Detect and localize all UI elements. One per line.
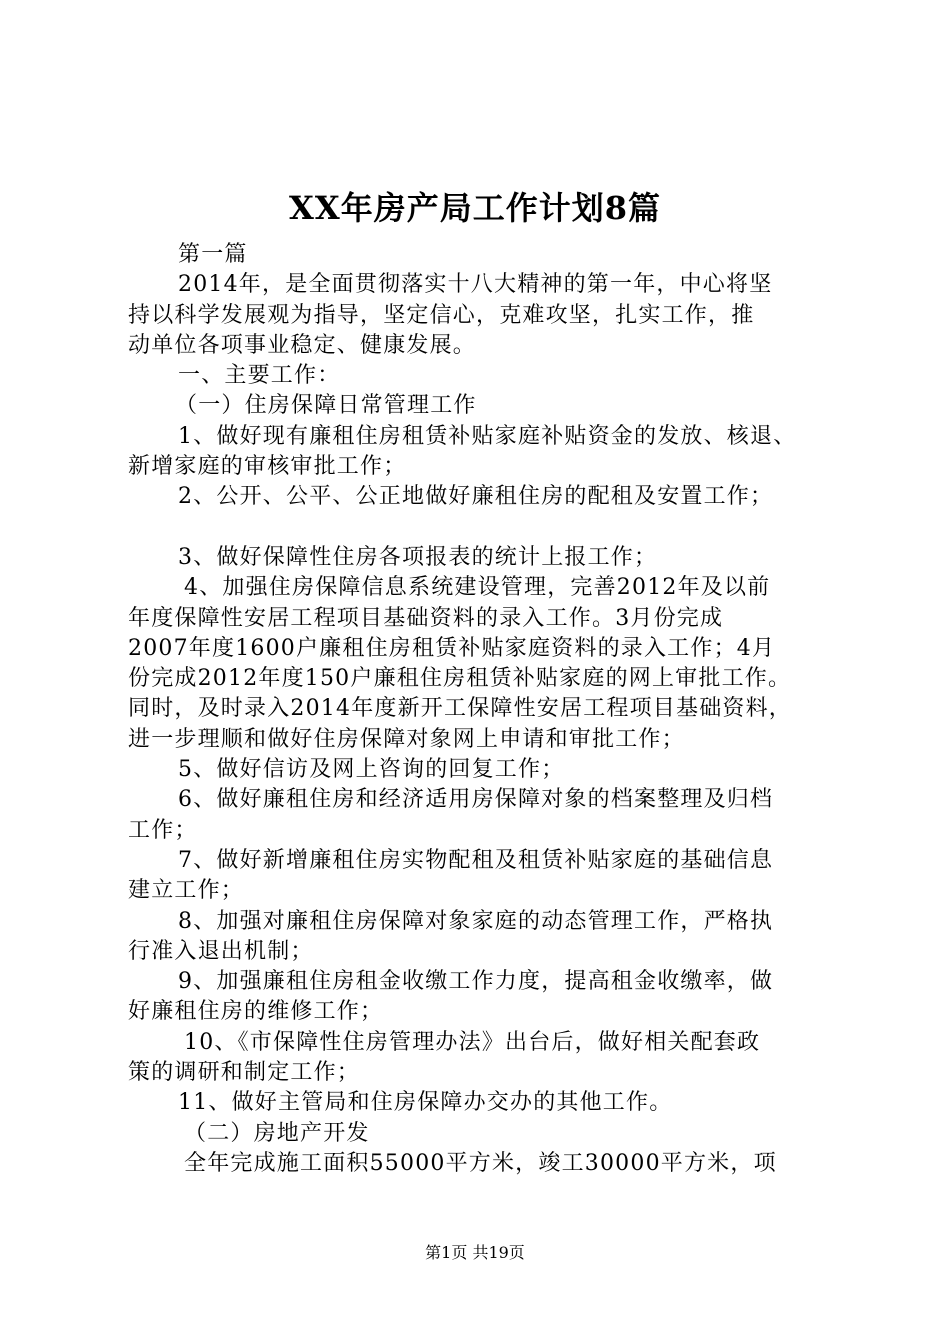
list-item-line: 5、做好信访及网上咨询的回复工作； <box>178 757 565 783</box>
list-item-line: 3、做好保障性住房各项报表的统计上报工作； <box>178 544 658 570</box>
list-item-line: 同时，及时录入2014年度新开工保障性安居工程项目基础资料， <box>128 696 792 722</box>
list-item-line: 新增家庭的审核审批工作； <box>128 454 407 480</box>
document-title: XX年房产局工作计划8篇 <box>289 189 661 227</box>
section-heading: 第一篇 <box>178 242 248 267</box>
list-item-line: 4、加强住房保障信息系统建设管理，完善2012年及以前 <box>184 575 771 601</box>
blank-line <box>128 513 838 543</box>
list-item-line: 好廉租住房的维修工作； <box>128 999 384 1025</box>
list-item-line: 10、《市保障性住房管理办法》出台后，做好相关配套政 <box>184 1029 761 1055</box>
subsection-heading: （一）住房保障日常管理工作 <box>175 393 477 419</box>
paragraph-line: 全年完成施工面积55000平方米，竣工30000平方米，项 <box>184 1150 777 1176</box>
list-item-line: 2、公开、公平、公正地做好廉租住房的配租及安置工作； <box>178 484 774 510</box>
paragraph-line: 持以科学发展观为指导，坚定信心，克难攻坚，扎实工作，推 <box>128 302 755 328</box>
paragraph-line: 动单位各项事业稳定、健康发展。 <box>128 332 477 358</box>
list-item-line: 6、做好廉租住房和经济适用房保障对象的档案整理及归档 <box>178 787 774 813</box>
list-item-line: 工作； <box>128 817 198 843</box>
subsection-heading: 一、主要工作： <box>178 363 341 389</box>
list-item-line: 9、加强廉租住房租金收缴工作力度，提高租金收缴率，做 <box>178 969 774 995</box>
list-item-line: 行准入退出机制； <box>128 938 314 964</box>
list-item-line: 份完成2012年度150户廉租住房租赁补贴家庭的网上审批工作。 <box>128 666 792 692</box>
list-item-line: 11、做好主管局和住房保障办交办的其他工作。 <box>178 1090 673 1116</box>
list-item-line: 7、做好新增廉租住房实物配租及租赁补贴家庭的基础信息 <box>178 847 774 873</box>
list-item-line: 年度保障性安居工程项目基础资料的录入工作。3月份完成 <box>128 605 724 631</box>
list-item-line: 8、加强对廉租住房保障对象家庭的动态管理工作，严格执 <box>178 908 774 934</box>
document-body <box>128 240 838 1179</box>
subsection-heading: （二）房地产开发 <box>184 1120 370 1146</box>
list-item-line: 进一步理顺和做好住房保障对象网上申请和审批工作； <box>128 726 685 752</box>
list-item-line: 建立工作； <box>128 878 245 904</box>
paragraph-line: 2014年，是全面贯彻落实十八大精神的第一年，中心将坚 <box>178 272 773 298</box>
list-item-line: 2007年度1600户廉租住房租赁补贴家庭资料的录入工作；4月 <box>128 635 776 661</box>
list-item-line: 1、做好现有廉租住房租赁补贴家庭补贴资金的发放、核退、 <box>178 423 797 449</box>
page-number-footer: 第1页 共19页 <box>425 1243 525 1262</box>
list-item-line: 策的调研和制定工作； <box>128 1060 361 1086</box>
